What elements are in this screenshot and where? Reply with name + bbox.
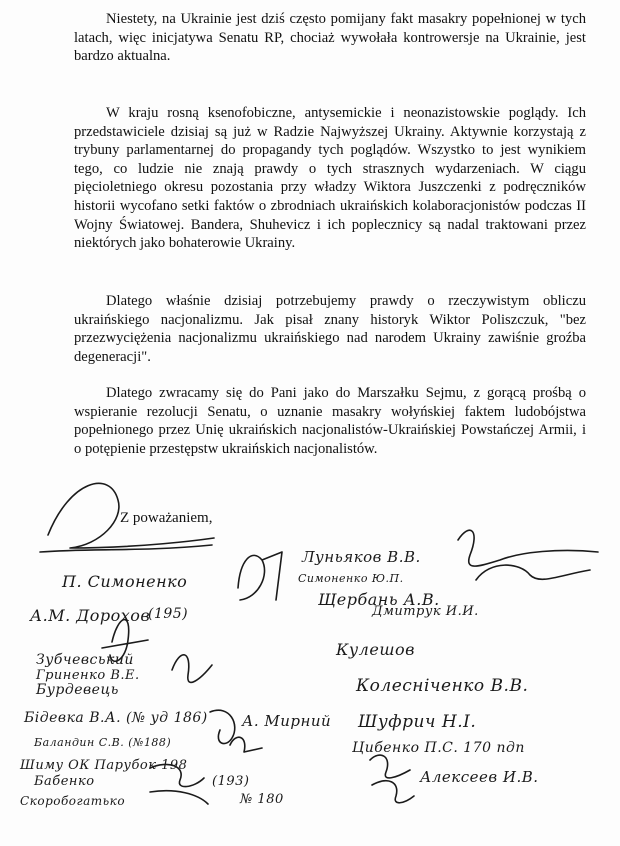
closing-salutation: Z poważaniem, — [120, 510, 213, 526]
signature: (193) — [212, 774, 250, 789]
signature: Зубчевський — [36, 652, 134, 668]
signature-flourish — [372, 781, 414, 803]
signature-flourish — [476, 565, 590, 580]
letter-paragraph: Dlatego właśnie dzisiaj potrzebujemy prawdy o rzeczywistym obliczu ukraińskiego nacjonalizmu. Jak pisał znany historyk Wiktor Poliszczuk, "bez przezwyciężenia nacjonalizmu ukraińskiego nad narodem Ukrainy zawiśnie groźba degeneracji". — [74, 293, 586, 365]
signature: Бідевка В.А. (№ уд 186) — [24, 710, 208, 726]
signature: Кулешов — [336, 640, 415, 659]
signature: Щербань А.В. — [318, 590, 440, 609]
letter-paragraph: Dlatego zwracamy się do Pani jako do Marszałku Sejmu, z gorącą prośbą o wspieranie rezolucji Senatu, o uznanie masakry wołyńskiej faktem ludobójstwa popełnionego przez Unię ukraińskich nacjonalistów-Ukraińskiej Powstańczej Armii, i o potępienie przestępstw ukraińskich nacjonalistów. — [74, 385, 586, 457]
signature: А. Мирний — [242, 712, 332, 730]
signature: П. Симоненко — [62, 572, 188, 591]
signature: Колесніченко В.В. — [356, 676, 529, 696]
signature-flourish — [370, 755, 410, 778]
signature: А.М. Дорохов — [30, 606, 151, 625]
signature-flourish — [458, 530, 598, 566]
signature-flourish — [238, 552, 282, 600]
signature-flourish — [172, 655, 212, 683]
signature: Бабенко — [34, 774, 95, 789]
signature-flourish — [230, 737, 262, 752]
signature: Алексеев И.В. — [420, 768, 539, 786]
signature: Симоненко Ю.П. — [298, 572, 404, 585]
signature: Скоробогатько — [20, 794, 126, 808]
signature: Шиму ОК Парубок 198 — [20, 758, 188, 773]
signature: № 180 — [240, 792, 284, 807]
signature: (195) — [148, 606, 189, 622]
signature: Шуфрич Н.І. — [358, 712, 477, 732]
signature: Цибенко П.С. 170 пдп — [352, 740, 525, 756]
letter-paragraph: Niestety, na Ukrainie jest dziś często pomijany fakt masakry popełnionej w tych latach, więc inicjatywa Senatu RP, chociaż wywołała kontrowersje na Ukrainie, jest bardzo aktualna. — [74, 11, 586, 65]
signature: Дмитрук И.И. — [372, 604, 479, 619]
letter-paragraph: W kraju rosną ksenofobiczne, antysemickie i neonazistowskie poglądy. Ich przedstawiciele dzisiaj są już w Radzie Najwyższej Ukrainy. Aktywnie korzystają z trybuny parlamentarnej do propagandy tych poglądów. Wszystko to jest wynikiem tego, co ludzie nie znają prawdy o tych strasznych wydarzeniach. W ciągu pięcioletniego okresu pozostania przy władzy Wiktora Juszczenki z podręczników historii wycofano setki faktów o zbrodniach ukraińskich kolaboracjonistów podczas II Wojny Światowej. Bandera, Shuhevicz i ich poplecznicy są nadal traktowani przez niektórych jako bohaterowie Ukrainy. — [74, 105, 586, 252]
signature: Бурдевець — [36, 682, 119, 698]
signature-flourish — [150, 791, 208, 804]
signature-flourish — [210, 710, 235, 743]
signature: Баландин С.В. (№188) — [34, 736, 172, 749]
signature: Луньяков В.В. — [302, 548, 421, 566]
signature: Гриненко В.Е. — [36, 668, 140, 683]
